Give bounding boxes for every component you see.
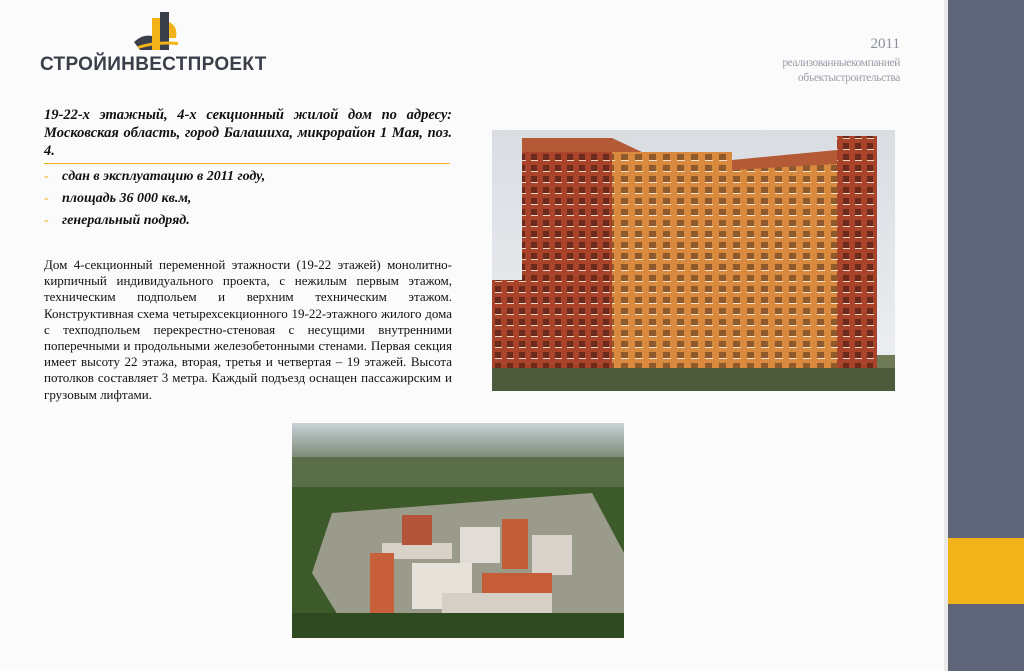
list-item <box>44 210 452 232</box>
bullet-text: сдан в эксплуатацию в 2011 году, <box>62 169 266 184</box>
project-facts-list <box>44 166 452 232</box>
project-description: Дом 4-секционный переменной этажности (19-22 этажей) монолитно-кирпичный индивидуального проекта, с нежилым первым этажом, техническим подпольем и верхним техническим этажом. Конструктивная схема четырехсекционного 19-22-этажного жилого дома с техподпольем перекрестно-стеновая с несущими внутренними поперечными и продольными железобетонными стенами. Первая секция имеет высоту 22 этажа, вторая, третья и четвертая – 19 этажей. Высота потолков составляет 3 метра. Каждый подъезд оснащен пассажирским и грузовым лифтами. <box>44 257 452 402</box>
list-item <box>44 166 452 188</box>
subtitle-line-1: реализованныекомпанией <box>782 57 900 69</box>
section-subtitle <box>782 56 900 86</box>
title-divider <box>44 163 450 164</box>
apartment-building-photo <box>492 130 895 391</box>
list-item <box>44 188 452 210</box>
bullet-dash: - <box>44 169 49 184</box>
bullet-dash: - <box>44 213 49 228</box>
bullet-text: площадь 36 000 кв.м, <box>62 191 192 206</box>
bullet-dash: - <box>44 191 49 206</box>
year-label: 2011 <box>870 36 900 52</box>
logo-mark-icon <box>132 12 180 52</box>
logo-text: СТРОЙИНВЕСТПРОЕКТ <box>40 54 267 75</box>
bullet-text: генеральный подряд. <box>62 213 190 228</box>
aerial-district-photo <box>292 423 624 638</box>
sidebar-accent-block <box>948 538 1024 604</box>
subtitle-line-2: объектыстроительства <box>797 72 900 84</box>
project-title: 19-22-х этажный, 4-х секционный жилой дом по адресу: Московская область, город Балашиха, микрорайон 1 Мая, поз. 4. <box>44 107 452 159</box>
company-logo <box>40 12 270 82</box>
